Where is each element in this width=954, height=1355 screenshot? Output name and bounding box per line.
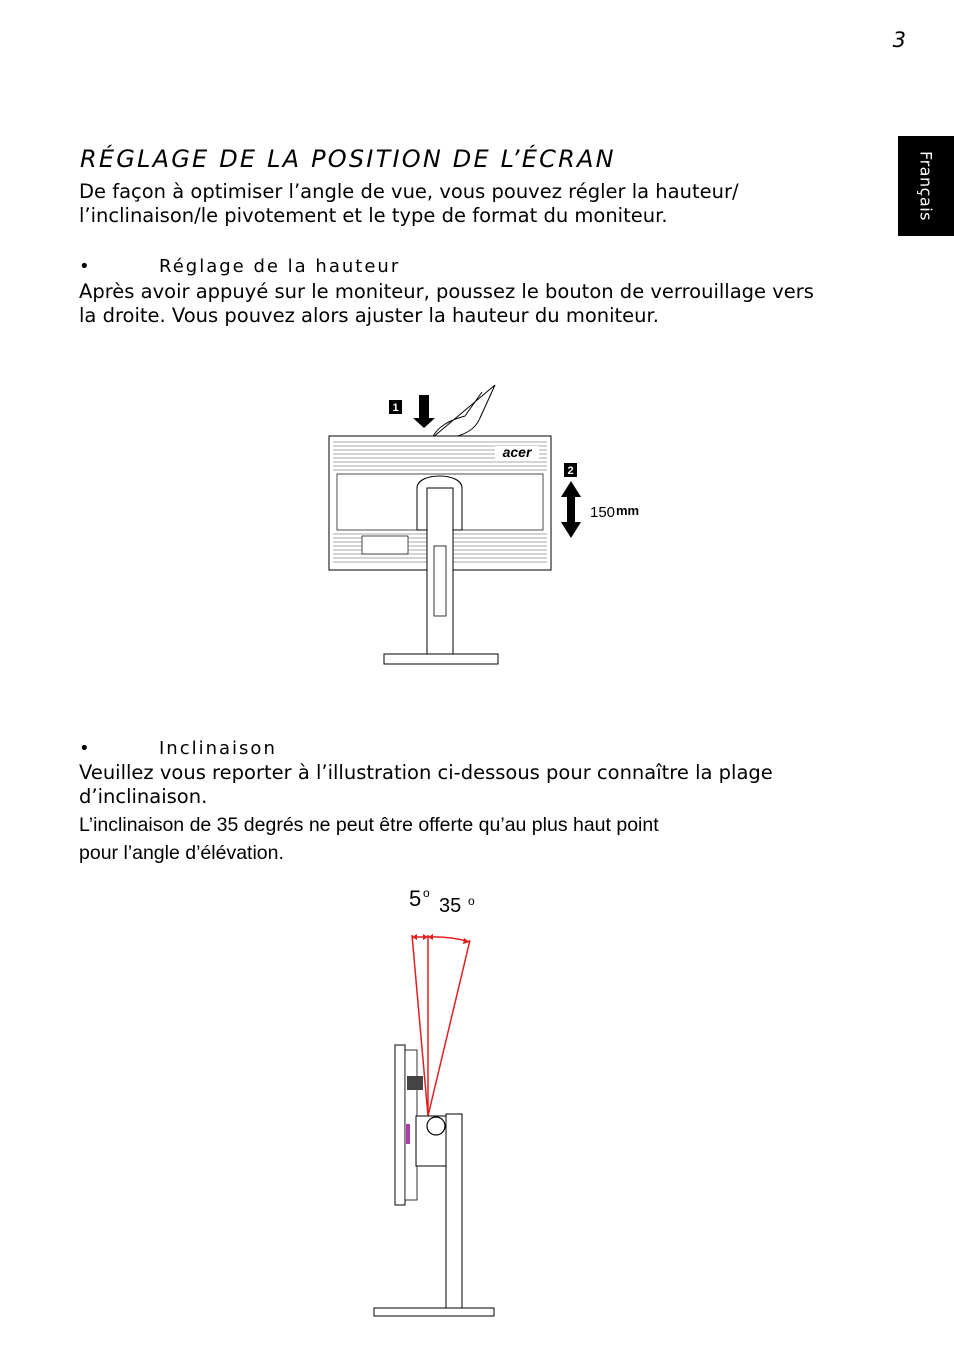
press-down-arrow-icon <box>413 395 435 428</box>
height-paragraph <box>79 280 879 328</box>
hinge-block <box>407 1076 423 1090</box>
tilt-paragraph <box>79 761 879 809</box>
travel-value: 150 <box>590 504 616 521</box>
tilt-forward-value: 5 <box>409 886 422 911</box>
hand-icon <box>432 385 495 438</box>
degree-mark: o <box>423 886 430 900</box>
step-2-label: 2 <box>567 465 574 477</box>
step-1-label: 1 <box>392 402 399 414</box>
intro-paragraph <box>79 180 879 228</box>
page-number: 3 <box>892 28 906 52</box>
section-title: RÉGLAGE DE LA POSITION DE L’ÉCRAN <box>80 145 616 173</box>
tilt-line-2: d’inclinaison. <box>79 785 208 808</box>
language-tab <box>898 136 954 236</box>
height-heading-text: Réglage de la hauteur <box>159 256 401 277</box>
stand-base <box>384 654 498 664</box>
bullet: • <box>79 256 90 277</box>
bullet: • <box>79 738 90 759</box>
intro-line-1: De façon à optimiser l’angle de vue, vous pouvez régler la hauteur/ <box>79 180 739 203</box>
monitor-side-panel <box>395 1045 405 1205</box>
status-indicator <box>406 1124 410 1144</box>
tilt-note <box>79 811 879 867</box>
tilt-line-1: Veuillez vous reporter à l’illustration ci-dessous pour connaître la plage <box>79 761 773 784</box>
brand-logo: acer <box>502 444 532 460</box>
backward-limit-line <box>428 940 470 1116</box>
travel-unit: mm <box>616 503 640 518</box>
language-tab-label: Français <box>916 151 936 221</box>
up-down-arrow-icon <box>561 481 581 538</box>
height-line-1: Après avoir appuyé sur le moniteur, poussez le bouton de verrouillage vers <box>79 280 814 303</box>
stand-slot <box>434 546 446 616</box>
tilt-pivot <box>427 1117 445 1135</box>
tilt-backward-value: 35 <box>439 895 462 917</box>
tilt-note-line-1: L’inclinaison de 35 degrés ne peut être offerte qu’au plus haut point <box>79 814 659 836</box>
tilt-heading <box>79 738 277 759</box>
stand-column-side <box>446 1114 462 1310</box>
tilt-figure <box>360 880 520 1330</box>
intro-line-2: l’inclinaison/le pivotement et le type de format du moniteur. <box>79 204 668 227</box>
height-line-2: la droite. Vous pouvez alors ajuster la hauteur du moniteur. <box>79 304 659 327</box>
tilt-note-line-2: pour l’angle d’élévation. <box>79 842 284 864</box>
tilt-heading-text: Inclinaison <box>159 738 277 759</box>
stand-base-side <box>374 1308 494 1316</box>
degree-mark: o <box>468 894 475 908</box>
port-cover <box>362 536 408 554</box>
height-heading <box>79 256 400 277</box>
height-adjust-figure <box>320 370 680 675</box>
